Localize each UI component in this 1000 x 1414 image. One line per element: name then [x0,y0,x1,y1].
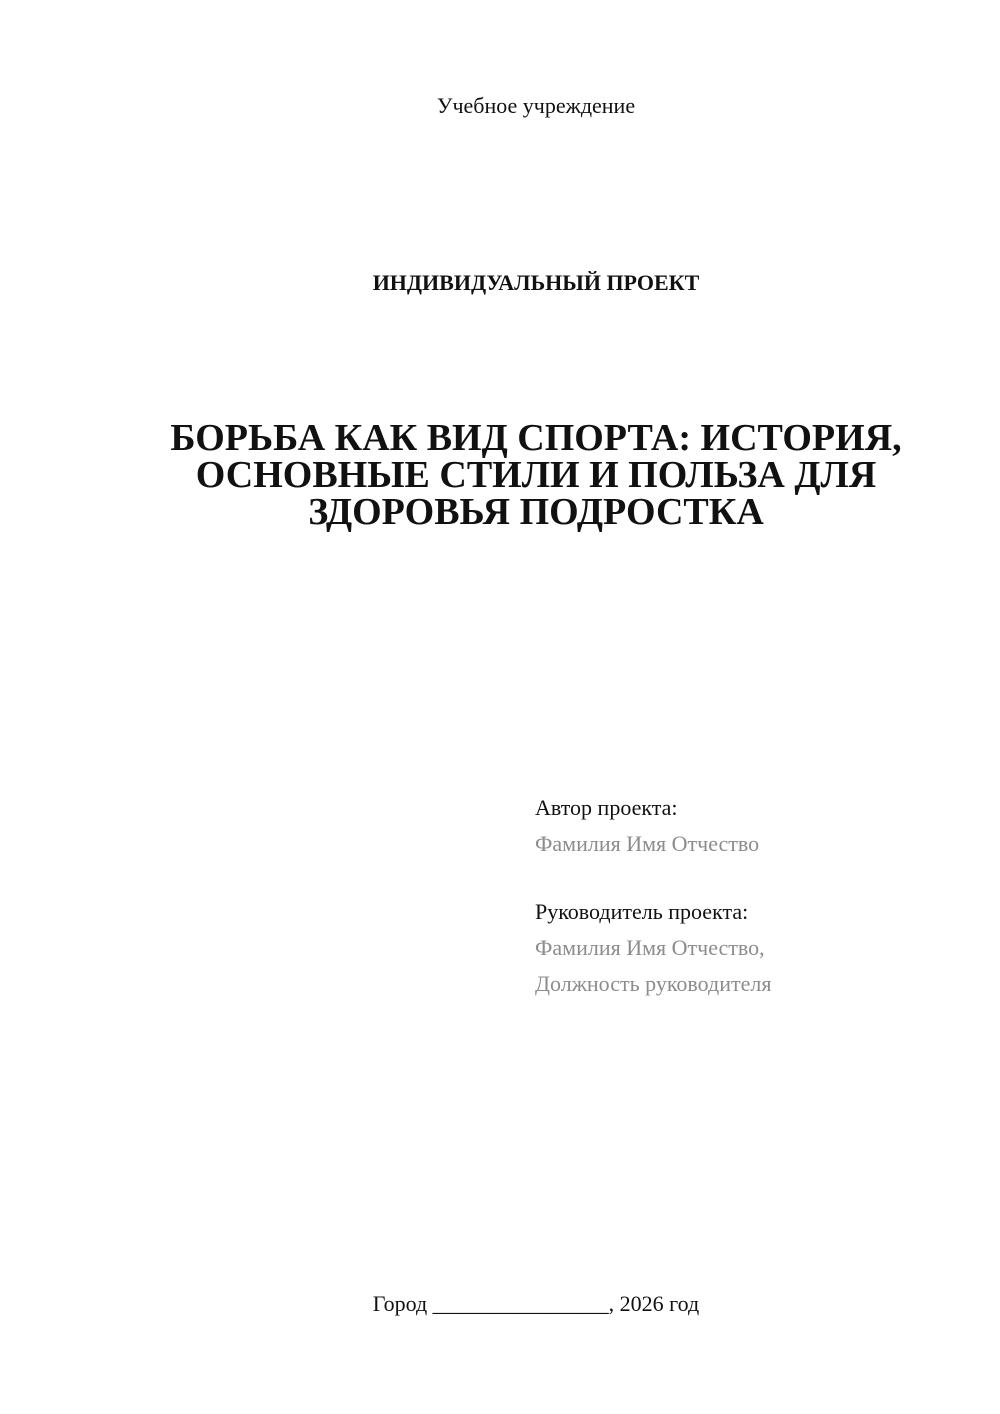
institution-name: Учебное учреждение [436,93,636,118]
author-label: Автор проекта: [535,795,678,820]
supervisor-position: Должность руководителя [535,971,772,996]
credits-block [535,790,975,1002]
project-title-line-1: БОРЬБА КАК ВИД СПОРТА: ИСТОРИЯ, [170,417,902,459]
author-name: Фамилия Имя Отчество [535,831,760,856]
project-title-line-3: ЗДОРОВЬЯ ПОДРОСТКА [308,491,764,533]
project-title [0,417,1000,533]
supervisor-label: Руководитель проекта: [535,899,749,924]
city-year-line: Город ________________, 2026 год [372,1291,700,1316]
supervisor-name: Фамилия Имя Отчество, [535,935,765,960]
document-type: ИНДИВИДУАЛЬНЫЙ ПРОЕКТ [372,270,700,295]
project-title-line-2: ОСНОВНЫЕ СТИЛИ И ПОЛЬЗА ДЛЯ [195,454,877,496]
